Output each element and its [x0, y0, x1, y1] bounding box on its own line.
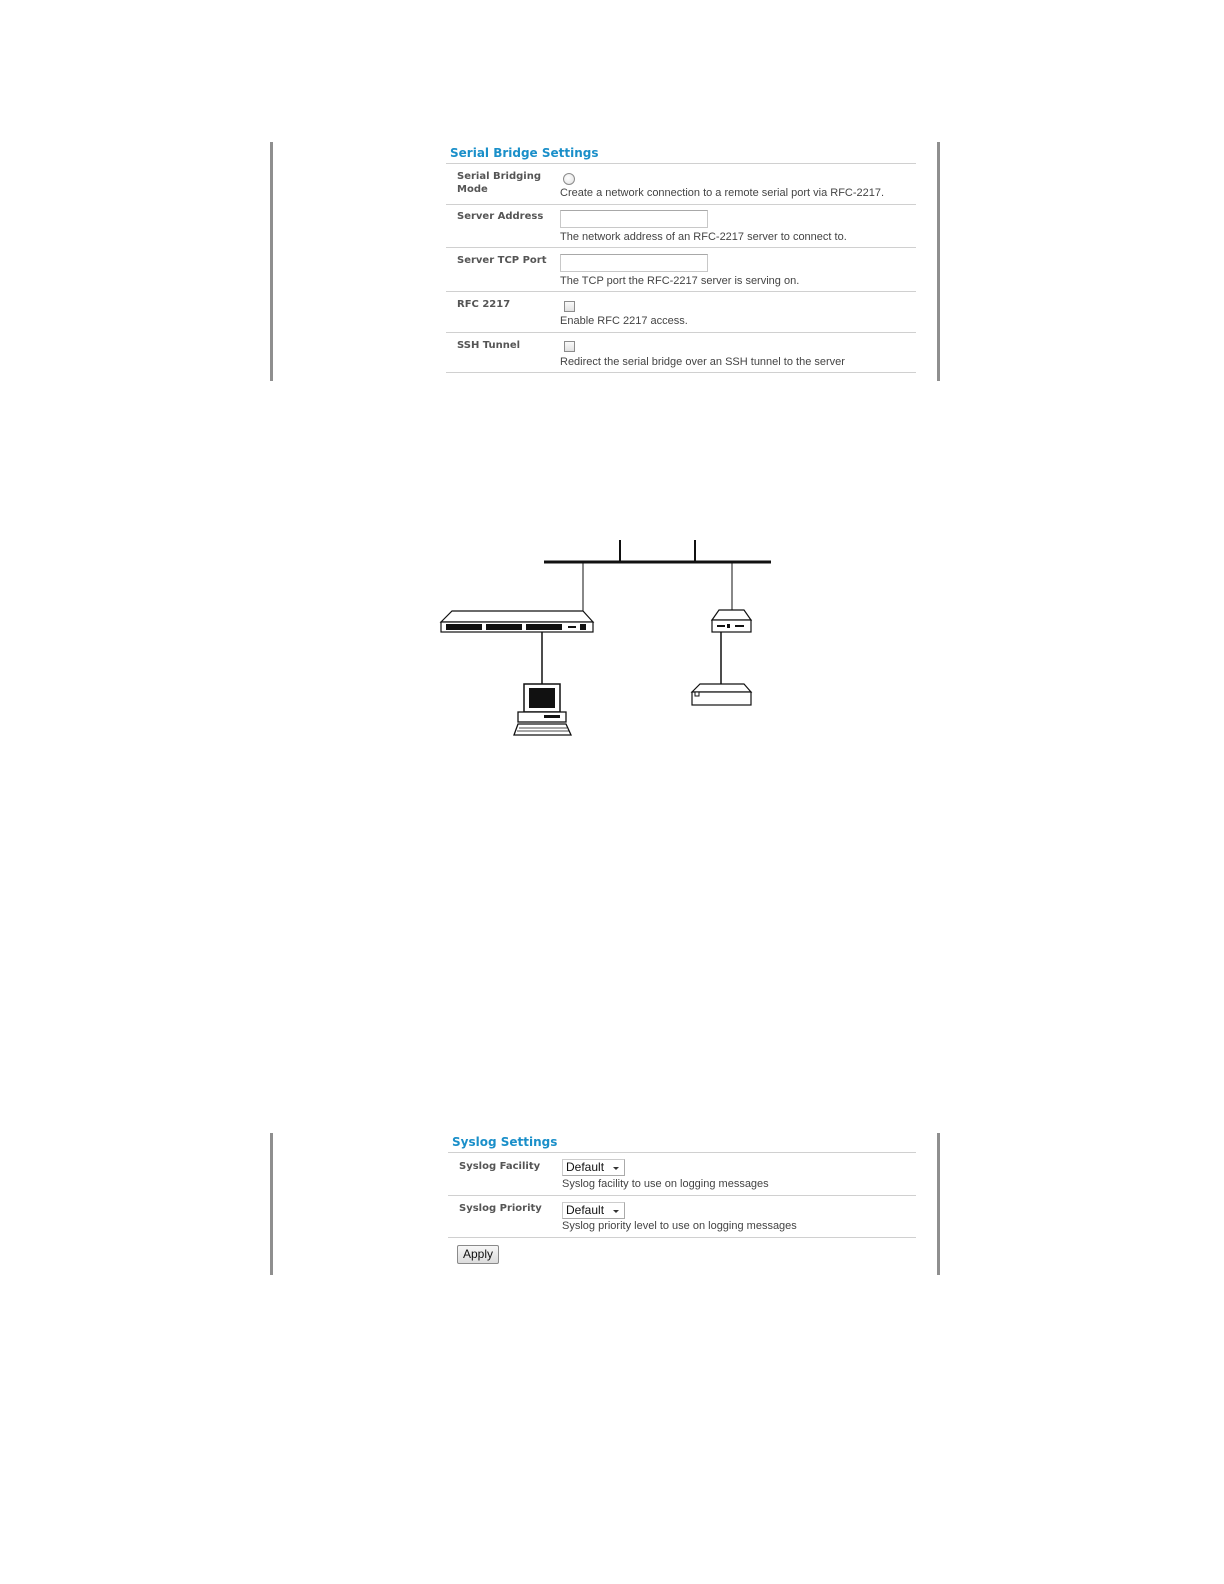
syslog-facility-help: Syslog facility to use on logging messages	[562, 1178, 769, 1190]
syslog-facility-value: Default	[566, 1160, 605, 1174]
section-title: Syslog Settings	[452, 1135, 558, 1149]
section-title: Serial Bridge Settings	[450, 146, 599, 160]
syslog-priority-label: Syslog Priority	[459, 1203, 542, 1214]
network-switch-icon	[441, 611, 593, 632]
server-tcp-port-label: Server TCP Port	[457, 255, 547, 266]
divider	[448, 1237, 916, 1238]
server-tcp-port-help: The TCP port the RFC-2217 server is serving on.	[560, 275, 800, 287]
network-diagram	[0, 0, 1224, 760]
serial-device-icon	[692, 684, 751, 705]
chevron-down-icon	[613, 1210, 619, 1213]
divider	[448, 1152, 916, 1153]
ssh-tunnel-help: Redirect the serial bridge over an SSH tunnel to the server	[560, 356, 845, 368]
serial-bridging-mode-label: Serial Bridging Mode	[457, 171, 542, 195]
serial-bridging-mode-help: Create a network connection to a remote serial port via RFC-2217.	[560, 187, 885, 199]
syslog-priority-help: Syslog priority level to use on logging messages	[562, 1220, 797, 1232]
panel-left-border	[270, 1133, 273, 1275]
syslog-priority-value: Default	[566, 1203, 605, 1217]
ssh-tunnel-label: SSH Tunnel	[457, 340, 521, 351]
syslog-facility-select[interactable]	[562, 1159, 625, 1176]
desktop-computer-icon	[514, 684, 571, 735]
rfc2217-help: Enable RFC 2217 access.	[560, 315, 688, 327]
rfc2217-label: RFC 2217	[457, 299, 511, 310]
syslog-priority-select[interactable]	[562, 1202, 625, 1219]
serial-device-server-icon	[712, 610, 751, 632]
server-address-label: Server Address	[457, 211, 544, 222]
server-address-help: The network address of an RFC-2217 server to connect to.	[560, 231, 847, 243]
divider	[448, 1195, 916, 1196]
panel-right-border	[937, 1133, 940, 1275]
chevron-down-icon	[613, 1167, 619, 1170]
apply-button[interactable]: Apply	[457, 1245, 499, 1264]
syslog-facility-label: Syslog Facility	[459, 1161, 541, 1172]
